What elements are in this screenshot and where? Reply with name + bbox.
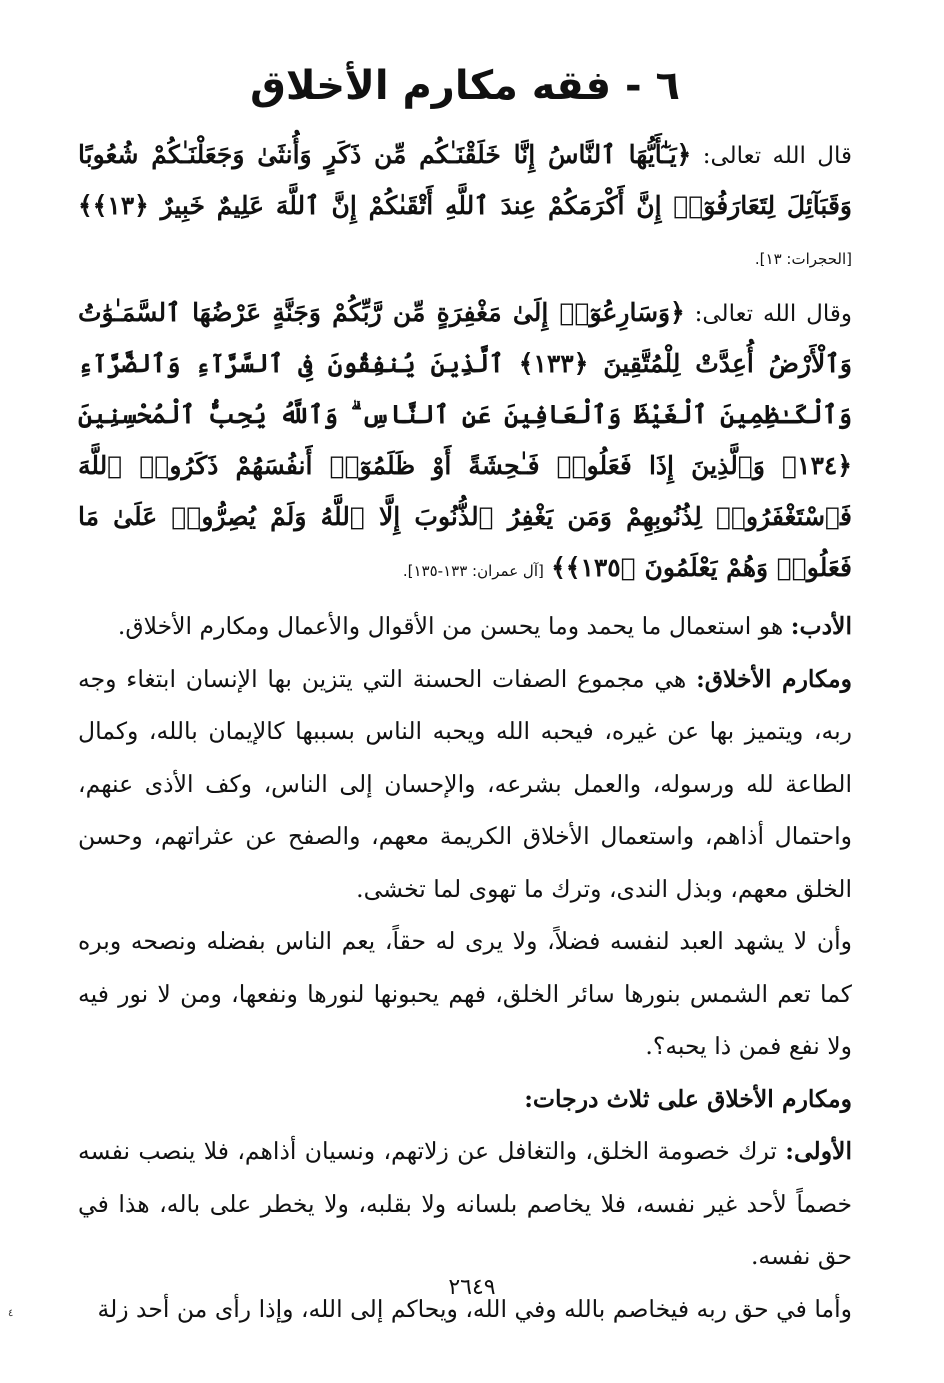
term-label: الأدب: [790,612,852,640]
verse-intro: قال الله تعالى: [702,143,852,169]
verse-intro: وقال الله تعالى: [694,301,852,327]
degree-first [78,1125,852,1283]
verse-reference: [الحجرات: ١٣]. [754,250,852,268]
body-paragraph: وأن لا يشهد العبد لنفسه فضلاً، ولا يرى له حقاً، يعم الناس بفضله ونصحه وبره كما تعم الشمس بنورها سائر الخلق، فهم يحبونها لنورها ونفعها، ومن لا نور فيه ولا نفع فمن ذا يحبه؟. [78,927,852,1060]
margin-mark: ٤ [8,1308,14,1319]
body-paragraph: وأما في حق ربه فيخاصم بالله وفي الله، ويحاكم إلى الله، وإذا رأى من أحد زلة [97,1294,852,1323]
degree-text: ترك خصومة الخلق، والتغافل عن زلاتهم، ونسيان أذاهم، فلا ينصب نفسه خصماً لأحد غير نفسه، فلا يخاصم بلسانه ولا بقلبه، ولا يخطر على باله، هذا في حق نفسه. [78,1137,852,1270]
quran-verse: ﴿وَسَارِعُوٓا۟ إِلَىٰ مَغْفِرَةٍ مِّن رَّبِّكُمْ وَجَنَّةٍ عَرْضُهَا ٱلسَّمَـٰوَٰتُ وَٱلْأَرْضُ أُعِدَّتْ لِلْمُتَّقِينَ ﴿١٣٣﴾ ٱلَّذِينَ يُنفِقُونَ فِى ٱلسَّرَّآءِ وَٱلضَّرَّآءِ وَٱلْكَـٰظِمِينَ ٱلْغَيْظَ وَٱلْعَافِينَ عَنِ ٱلنَّاسِ ۗ وَٱللَّهُ يُحِبُّ ٱلْمُحْسِنِينَ ﴿١٣٤﴾ وَٱلَّذِينَ إِذَا فَعَلُوا۟ فَـٰحِشَةً أَوْ ظَلَمُوٓا۟ أَنفُسَهُمْ ذَكَرُوا۟ ٱللَّهَ فَٱسْتَغْفَرُوا۟ لِذُنُوبِهِمْ وَمَن يَغْفِرُ ٱلذُّنُوبَ إِلَّا ٱللَّهُ وَلَمْ يُصِرُّوا۟ عَلَىٰ مَا فَعَلُوا۟ وَهُمْ يَعْلَمُونَ ﴿١٣٥﴾﴾ [78,298,852,582]
definition-makarim [78,653,852,916]
book-page [78,50,852,1335]
term-label: ومكارم الأخلاق: [696,664,852,693]
page-number: ٢٦٤٩ [448,1275,496,1300]
definition-text: هو استعمال ما يحمد وما يحسن من الأقوال والأعمال ومكارم الأخلاق. [117,612,784,640]
section-heading: ومكارم الأخلاق على ثلاث درجات: [524,1084,852,1113]
chapter-title: ٦ - فقه مكارم الأخلاق [250,63,680,109]
quran-verse: ﴿يَـٰٓأَيُّهَا ٱلنَّاسُ إِنَّا خَلَقْنَـٰكُم مِّن ذَكَرٍ وَأُنثَىٰ وَجَعَلْنَـٰكُمْ شُعُوبًا وَقَبَآئِلَ لِتَعَارَفُوٓا۟ إِنَّ أَكْرَمَكُمْ عِندَ ٱللَّهِ أَتْقَىٰكُمْ إِنَّ ٱللَّهَ عَلِيمٌ خَبِيرٌ ﴿١٣﴾﴾ [78,140,852,220]
verse-block-al-imran [78,288,852,596]
definition-text: هي مجموع الصفات الحسنة التي يتزين بها الإنسان ابتغاء وجه ربه، ويتميز بها عن غيره، فيحبه الله ويحبه الناس بسببها كالإيمان بالله، وكمال الطاعة لله ورسوله، والعمل بشرعه، والإحسان إلى الناس، وكف الأذى عنهم، واحتمال أذاهم، واستعمال الأخلاق الكريمة معهم، والصفح عن عثراتهم، وحسن الخلق معهم، وبذل الندى، وترك ما تهوى لما تخشى. [78,664,852,903]
definition-adab [78,600,852,653]
verse-block-hujurat [78,130,852,284]
verse-reference: [آل عمران: ١٣٣-١٣٥]. [402,562,544,580]
term-label: الأولى: [785,1137,852,1165]
